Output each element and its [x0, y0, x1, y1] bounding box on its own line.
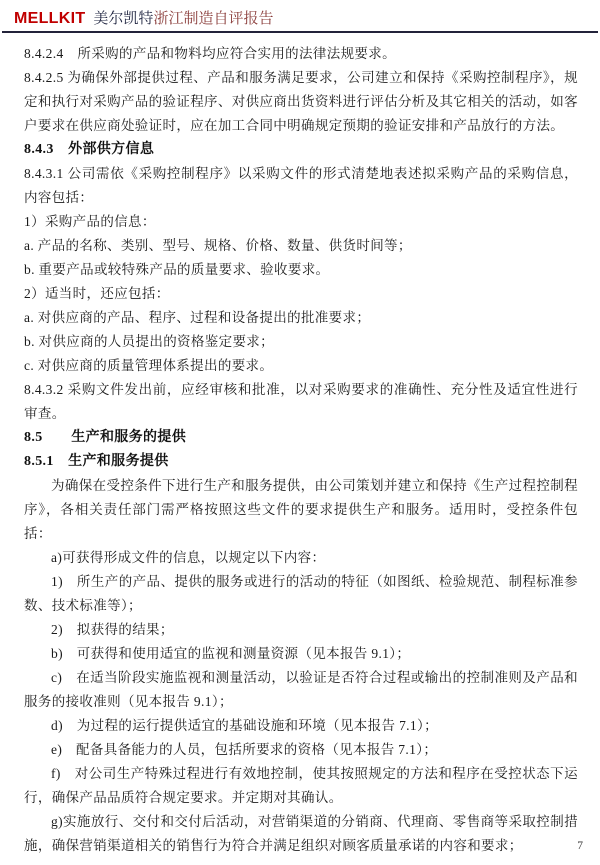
paragraph: b) 可获得和使用适宜的监视和测量资源（见本报告 9.1）； [51, 646, 411, 661]
paragraph: 8.4.2.5 为确保外部提供过程、产品和服务满足要求，公司建立和保持《采购控制程序》，规定和执行对采购产品的验证程序、对供应商出货资料进行评估分析及其它相关的活动，如客户要求在供应商处验证时，应在加工合同中明确规定预期的验证安排和产品放行的方法。 [24, 70, 578, 133]
paragraph: 为确保在受控条件下进行生产和服务提供，由公司策划并建立和保持《生产过程控制程序》，各相关责任部门需严格按照这些文件的要求提供生产和服务。适用时，受控条件包括： [24, 478, 578, 541]
paragraph: 1）采购产品的信息： [24, 214, 156, 229]
document-body [0, 33, 600, 858]
paragraph: 2）适当时，还应包括： [24, 286, 170, 301]
brand-logo-text: MELLKIT [14, 10, 86, 27]
paragraph: a. 产品的名称、类别、型号、规格、价格、数量、供货时间等； [24, 238, 412, 253]
page-header [2, 0, 598, 33]
paragraph: g)实施放行、交付和交付后活动，对营销渠道的分销商、代理商、零售商等采取控制措施，确保营销渠道相关的销售行为符合并满足组织对顾客质量承诺的内容和要求； [24, 814, 578, 853]
section-heading: 8.5 生产和服务的提供 [24, 430, 187, 445]
section-heading: 8.4.3 外部供方信息 [24, 142, 155, 157]
paragraph: 1) 所生产的产品、提供的服务或进行的活动的特征（如图纸、检验规范、制程标准参数、技术标准等）； [24, 574, 578, 613]
paragraph: b. 对供应商的人员提出的资格鉴定要求； [24, 334, 274, 349]
paragraph: b. 重要产品或较特殊产品的质量要求、验收要求。 [24, 262, 330, 277]
paragraph: c. 对供应商的质量管理体系提出的要求。 [24, 358, 274, 373]
header-company-name: 美尔凯特 [93, 11, 154, 27]
paragraph: e) 配备具备能力的人员，包括所要求的资格（见本报告 7.1）； [51, 742, 438, 757]
page-number: 7 [577, 840, 583, 852]
paragraph: 8.4.3.2 采购文件发出前，应经审核和批准，以对采购要求的准确性、充分性及适宜性进行审查。 [24, 382, 578, 421]
paragraph: 8.4.3.1 公司需依《采购控制程序》以采购文件的形式清楚地表述拟采购产品的采购信息，内容包括： [24, 166, 578, 205]
header-report-title: 浙江制造自评报告 [153, 11, 274, 27]
paragraph: f) 对公司生产特殊过程进行有效地控制，使其按照规定的方法和程序在受控状态下运行，确保产品品质符合规定要求。并定期对其确认。 [24, 766, 578, 805]
paragraph: c) 在适当阶段实施监视和测量活动，以验证是否符合过程或输出的控制准则及产品和服务的接收准则（见本报告 9.1）； [24, 670, 578, 709]
paragraph: 8.4.2.4 所采购的产品和物料均应符合实用的法律法规要求。 [24, 46, 396, 61]
paragraph: 2) 拟获得的结果； [51, 622, 174, 637]
paragraph: a)可获得形成文件的信息，以规定以下内容： [51, 550, 326, 565]
paragraph: d) 为过程的运行提供适宜的基础设施和环境（见本报告 7.1）； [51, 718, 438, 733]
section-heading: 8.5.1 生产和服务提供 [24, 454, 169, 469]
paragraph: a. 对供应商的产品、程序、过程和设备提出的批准要求； [24, 310, 371, 325]
